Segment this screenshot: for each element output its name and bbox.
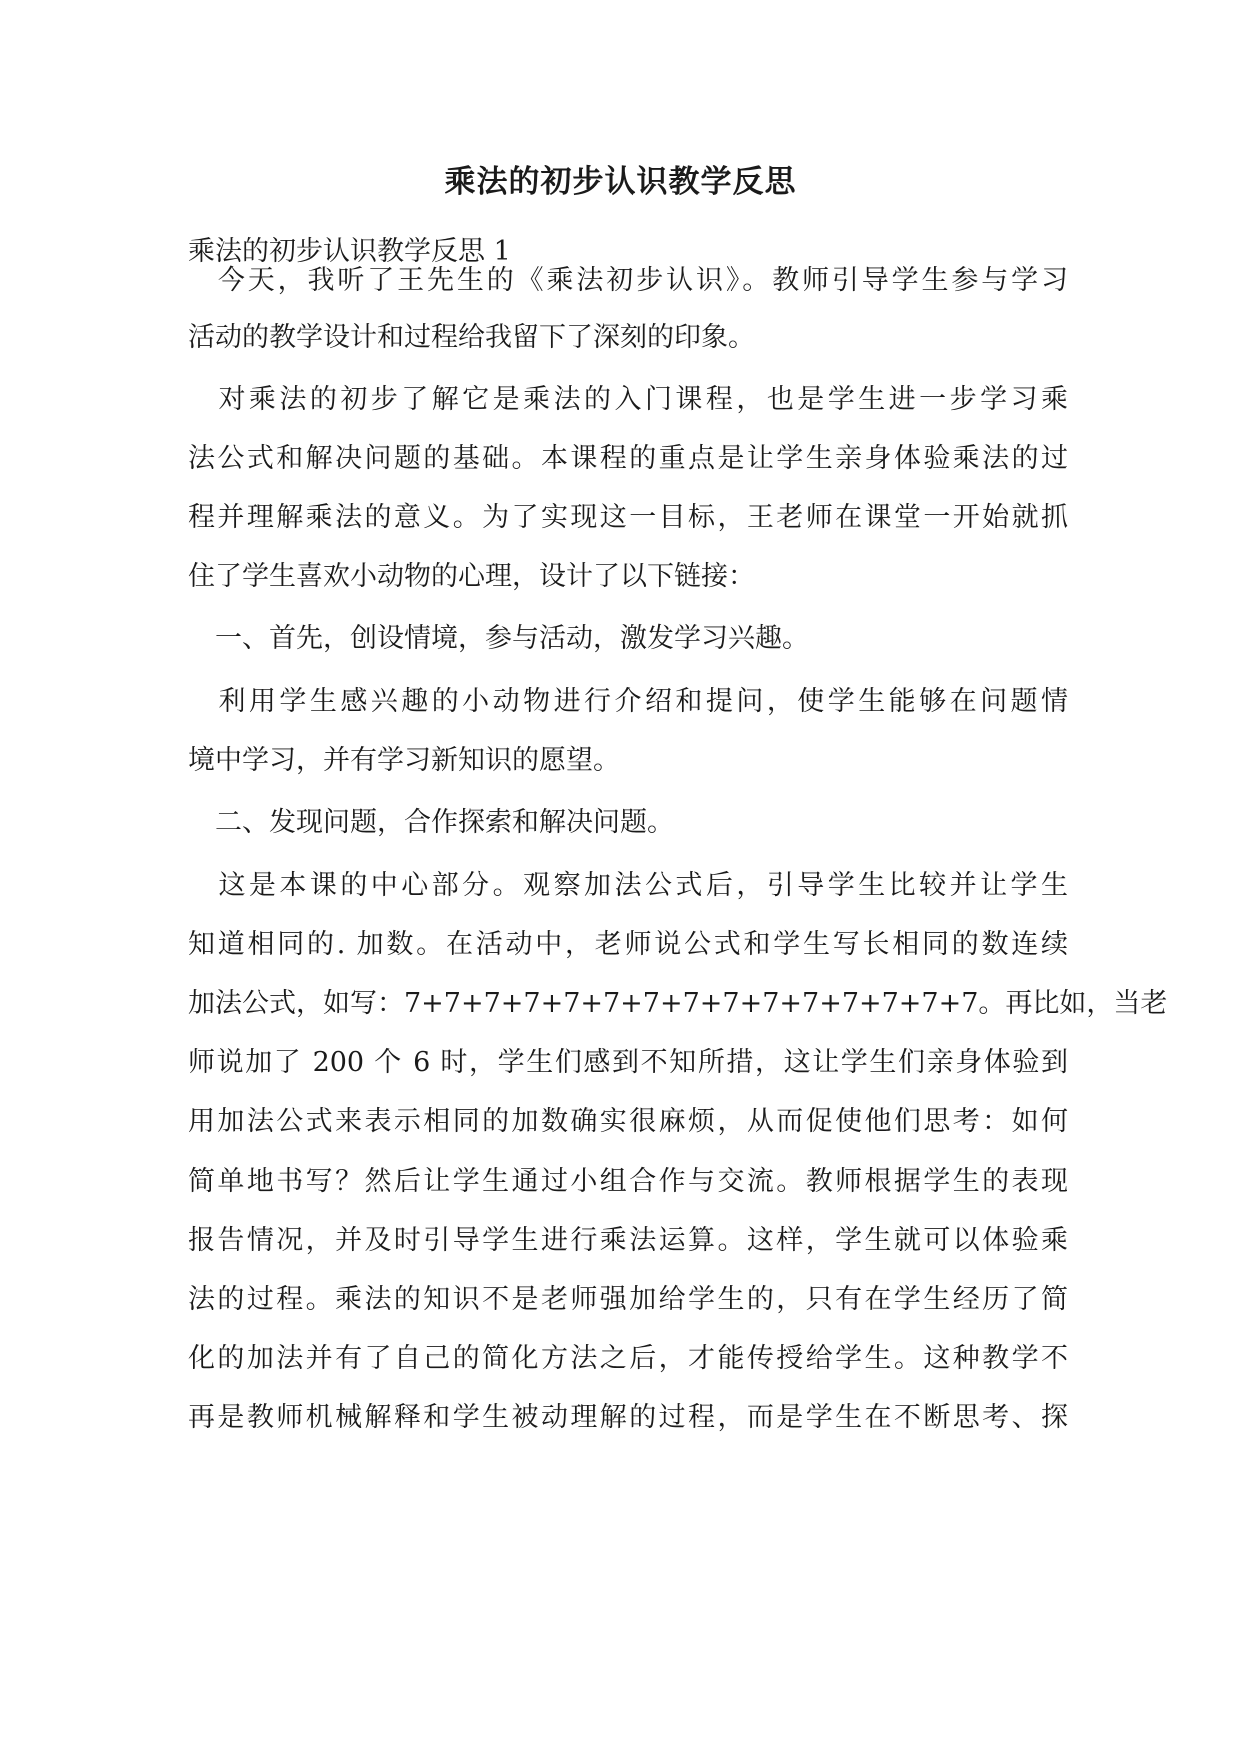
paragraph-line: 二、发现问题，合作探索和解决问题。 [188,807,674,838]
paragraph-line: 师说加了 200 个 6 时，学生们感到不知所措，这让学生们亲身体验到 [188,1047,1068,1078]
paragraph-line: 这是本课的中心部分。观察加法公式后，引导学生比较并让学生 [188,870,1068,901]
paragraph-line: 利用学生感兴趣的小动物进行介绍和提问，使学生能够在问题情 [188,686,1068,717]
paragraph-line: 再是教师机械解释和学生被动理解的过程，而是学生在不断思考、探 [188,1402,1068,1433]
paragraph-line: 一、首先，创设情境，参与活动，激发学习兴趣。 [188,623,809,654]
paragraph-line: 法的过程。乘法的知识不是老师强加给学生的，只有在学生经历了简 [188,1284,1068,1315]
paragraph-line: 知道相同的. 加数。在活动中，老师说公式和学生写长相同的数连续 [188,929,1068,960]
paragraph-line: 化的加法并有了自己的简化方法之后，才能传授给学生。这种教学不 [188,1343,1068,1374]
paragraph-line: 报告情况，并及时引导学生进行乘法运算。这样，学生就可以体验乘 [188,1225,1068,1256]
document-title: 乘法的初步认识教学反思 [444,164,797,200]
paragraph-line: 加法公式，如写：7+7+7+7+7+7+7+7+7+7+7+7+7+7+7。再比如，当老 [188,988,1168,1019]
paragraph-line: 活动的教学设计和过程给我留下了深刻的印象。 [188,322,755,353]
paragraph-line: 用加法公式来表示相同的加数确实很麻烦，从而促使他们思考：如何 [188,1106,1068,1137]
paragraph-line: 今天，我听了王先生的《乘法初步认识》。教师引导学生参与学习 [188,265,1068,296]
paragraph-line: 住了学生喜欢小动物的心理，设计了以下链接： [188,561,755,592]
paragraph-line: 法公式和解决问题的基础。本课程的重点是让学生亲身体验乘法的过 [188,443,1068,474]
paragraph-line: 境中学习，并有学习新知识的愿望。 [188,745,620,776]
section-heading: 乘法的初步认识教学反思 1 [188,236,511,267]
paragraph-line: 程并理解乘法的意义。为了实现这一目标，王老师在课堂一开始就抓 [188,502,1068,533]
paragraph-line: 简单地书写？然后让学生通过小组合作与交流。教师根据学生的表现 [188,1166,1068,1197]
paragraph-line: 对乘法的初步了解它是乘法的入门课程，也是学生进一步学习乘 [188,384,1068,415]
